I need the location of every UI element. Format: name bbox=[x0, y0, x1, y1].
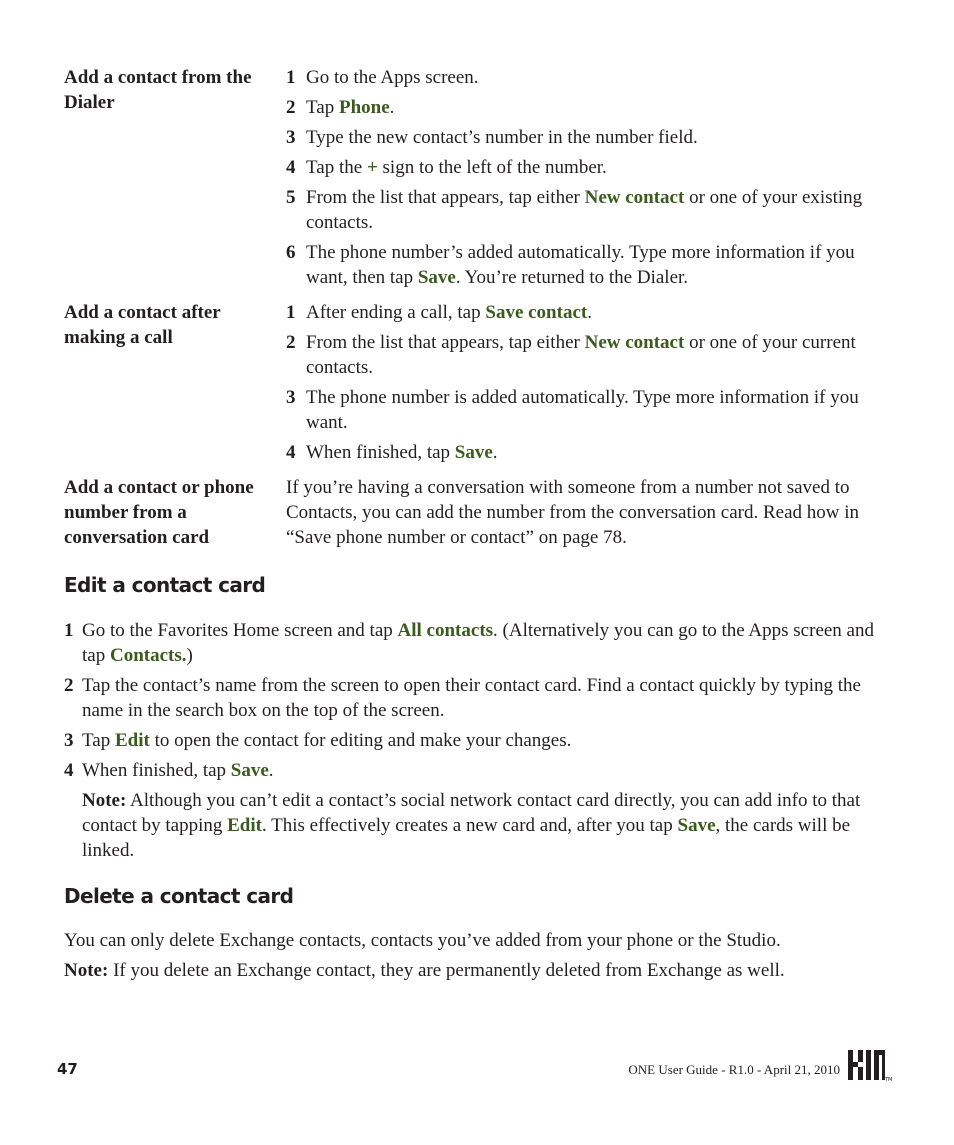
step-item: 4 Tap the + sign to the left of the number. bbox=[286, 157, 607, 178]
steps-list bbox=[286, 300, 886, 470]
step-item: 2 Tap Phone. bbox=[286, 97, 395, 118]
step-item: 3 Tap Edit to open the contact for editing and make your changes. bbox=[64, 730, 572, 751]
step-item: 5 From the list that appears, tap either New contact or one of your existing contacts. bbox=[286, 187, 863, 233]
doc-info: ONE User Guide - R1.0 - April 21, 2010 bbox=[628, 1062, 840, 1077]
delete-text: You can only delete Exchange contacts, contacts you’ve added from your phone or the Studio. bbox=[64, 930, 781, 951]
step-item: 3 The phone number is added automatically. Type more information if you want. bbox=[286, 387, 859, 433]
step-item: 2 From the list that appears, tap either New contact or one of your current contacts. bbox=[286, 332, 856, 378]
keyword-save: Save bbox=[417, 267, 456, 288]
keyword-edit: Edit bbox=[227, 815, 262, 836]
section-text: If you’re having a conversation with someone from a number not saved to Contacts, you can add the number from the conversation card. Read how in “Save phone number or contact” on page 78. bbox=[286, 477, 859, 548]
section-label: Add a contact after making a call bbox=[64, 302, 221, 348]
section-label: Add a contact from the Dialer bbox=[64, 67, 252, 113]
step-item: 6 The phone number’s added automatically. Type more information if you want, then tap Save. You’re returned to the Dialer. bbox=[286, 242, 855, 288]
note-label: Note: bbox=[64, 960, 109, 981]
keyword-plus: + bbox=[366, 157, 378, 178]
keyword-save: Save bbox=[677, 815, 716, 836]
step-item: 4 When finished, tap Save. bbox=[64, 760, 274, 781]
kin-logo-icon bbox=[846, 1048, 893, 1084]
edit-note: Note: Although you can’t edit a contact’s social network contact card directly, you can add info to that contact by tapping Edit. This effectively creates a new card and, after you tap Save, the cards will be linked. bbox=[82, 790, 861, 861]
note-label: Note: bbox=[82, 790, 127, 811]
keyword-phone: Phone bbox=[338, 97, 390, 118]
step-item: 2 Tap the contact’s name from the screen to open their contact card. Find a contact quickly by typing the name in the search box on the top of the screen. bbox=[64, 675, 861, 721]
kin-logo bbox=[846, 1048, 893, 1089]
step-item: 1 Go to the Apps screen. bbox=[286, 67, 479, 88]
keyword-edit: Edit bbox=[114, 730, 150, 751]
step-item: 1 After ending a call, tap Save contact. bbox=[286, 302, 592, 323]
section-label: Add a contact or phone number from a conversation card bbox=[64, 477, 254, 548]
keyword-new-contact: New contact bbox=[584, 332, 685, 353]
section-text-block bbox=[286, 475, 886, 550]
keyword-contacts: Contacts. bbox=[109, 645, 187, 666]
step-item: 1 Go to the Favorites Home screen and tap All contacts. (Alternatively you can go to the Apps screen and tap Contacts.) bbox=[64, 620, 874, 666]
keyword-new-contact: New contact bbox=[584, 187, 685, 208]
keyword-save-contact: Save contact bbox=[485, 302, 588, 323]
delete-section-body bbox=[64, 928, 894, 983]
delete-note: Note: If you delete an Exchange contact, they are permanently deleted from Exchange as well. bbox=[64, 960, 785, 981]
steps-list bbox=[286, 65, 886, 295]
edit-contact-heading: Edit a contact card bbox=[64, 573, 266, 597]
delete-contact-heading: Delete a contact card bbox=[64, 884, 294, 908]
page-number: 47 bbox=[57, 1060, 78, 1078]
svg-text:TM: TM bbox=[885, 1077, 893, 1083]
step-item: 3 Type the new contact’s number in the number field. bbox=[286, 127, 698, 148]
edit-steps-list bbox=[64, 618, 894, 863]
keyword-save: Save bbox=[230, 760, 269, 781]
keyword-save: Save bbox=[454, 442, 493, 463]
step-item: 4 When finished, tap Save. bbox=[286, 442, 498, 463]
keyword-all-contacts: All contacts bbox=[397, 620, 494, 641]
